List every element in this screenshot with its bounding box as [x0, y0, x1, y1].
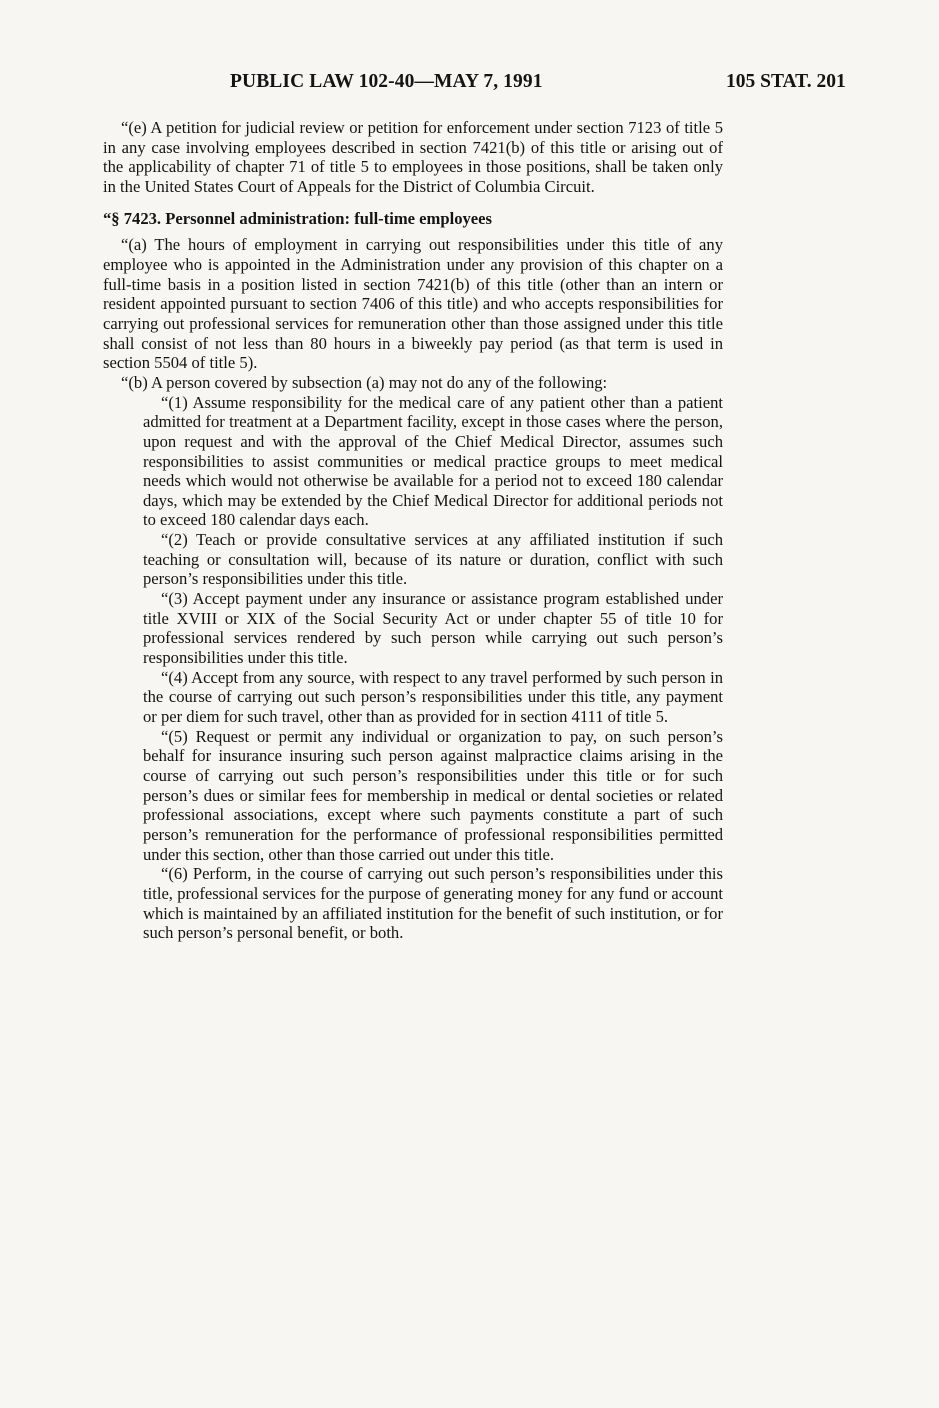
document-body	[103, 118, 723, 943]
list-item-3: “(3) Accept payment under any insurance or assistance program established under title XVIII or XIX of the Social Security Act or under chapter 55 of title 10 for professional services rendered by such person while carrying out such person’s responsibilities under this title.	[143, 589, 723, 668]
list-item-4: “(4) Accept from any source, with respect to any travel performed by such person in the course of carrying out such person’s responsibilities under this title, any payment or per diem for such travel, other than as provided for in section 4111 of title 5.	[143, 667, 723, 727]
list-item-6: “(6) Perform, in the course of carrying out such person’s responsibilities under this title, professional services for the purpose of generating money for any fund or account which is maintained by an affiliated institution for the benefit of such institution, or for such person’s personal benefit, or both.	[143, 864, 723, 943]
running-head: PUBLIC LAW 102-40—MAY 7, 1991	[230, 71, 543, 92]
page-citation: 105 STAT. 201	[726, 71, 846, 92]
list-item-5: “(5) Request or permit any individual or organization to pay, on such person’s behalf for insurance insuring such person against malpractice claims arising in the course of carrying out such person’s responsibilities under this title or for such person’s dues or similar fees for membership in medical or dental societies or related professional associations, except where such payments constitute a part of such person’s remuneration for the performance of professional responsibilities permitted under this section, other than those carried out under this title.	[143, 726, 723, 864]
list-item-1: “(1) Assume responsibility for the medical care of any patient other than a patient admitted for treatment at a Department facility, except in those cases where the person, upon request and with the approval of the Chief Medical Director, assumes such responsibilities to assist communities or medical practice groups to meet medical needs which would not otherwise be available for a period not to exceed 180 calendar days, which may be extended by the Chief Medical Director for additional periods not to exceed 180 calendar days each.	[143, 392, 723, 530]
list-item-2: “(2) Teach or provide consultative services at any affiliated institution if such teaching or consultation will, because of its nature or duration, conflict with such person’s responsibilities under this title.	[143, 530, 723, 589]
paragraph-b: “(b) A person covered by subsection (a) may not do any of the following:	[121, 372, 608, 392]
section-heading: “§ 7423. Personnel administration: full-time employees	[103, 208, 492, 228]
paragraph-a: “(a) The hours of employment in carrying out responsibilities under this title of any employee who is appointed in the Administration under any provision of this chapter on a full-time basis in a position listed in section 7421(b) of this title (other than an intern or resident appointed pursuant to section 7406 of this title) and who accepts responsibilities for carrying out professional services for remuneration other than those assigned under this title shall consist of not less than 80 hours in a biweekly pay period (as that term is used in section 5504 of title 5).	[103, 235, 723, 373]
paragraph-e: “(e) A petition for judicial review or petition for enforcement under section 7123 of title 5 in any case involving employees described in section 7421(b) of this title or arising out of the applicability of chapter 71 of title 5 to employees in those positions, shall be taken only in the United States Court of Appeals for the District of Columbia Circuit.	[103, 118, 723, 196]
